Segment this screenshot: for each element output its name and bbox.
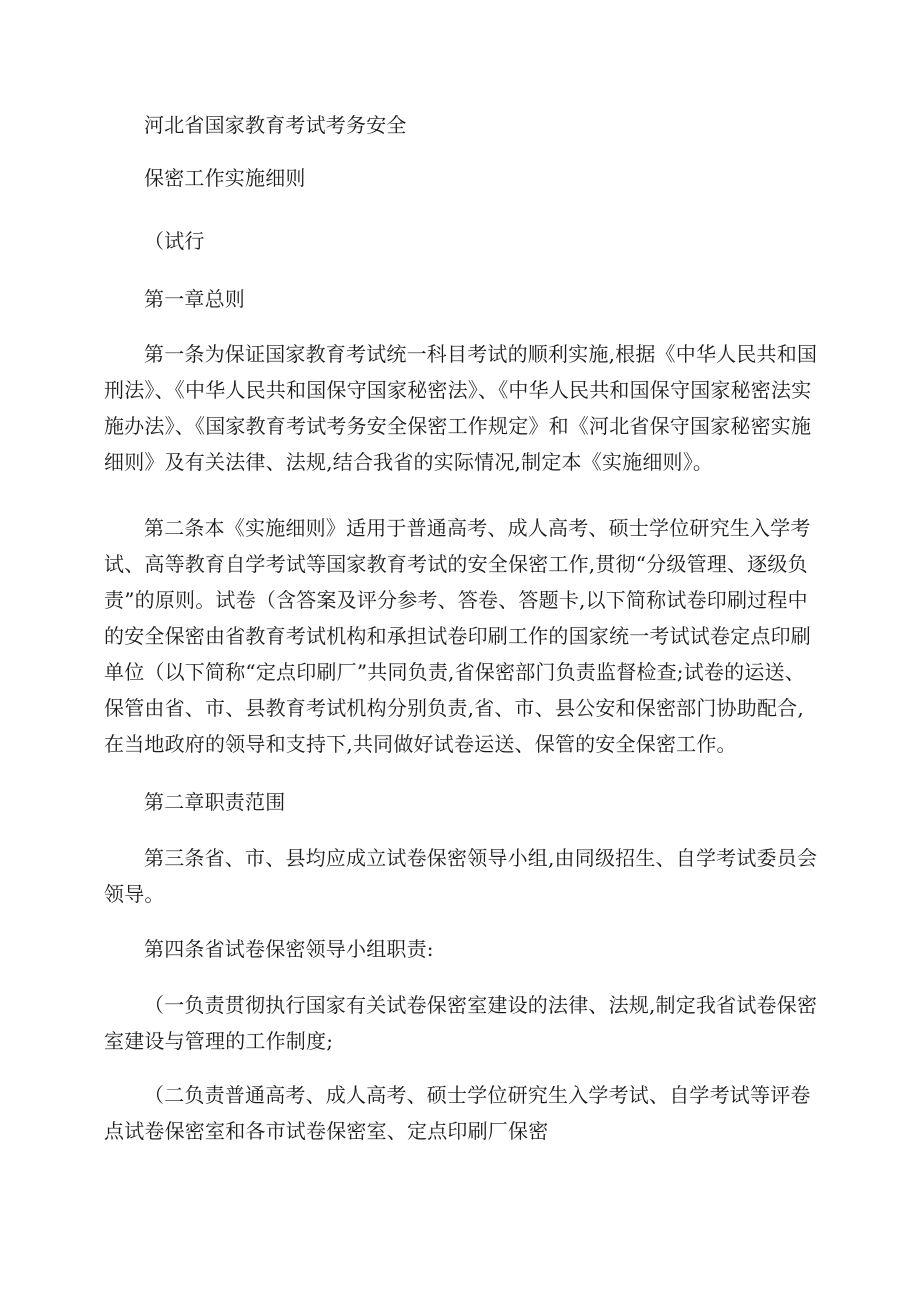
chapter-2-heading: 第二章职责范围 — [144, 790, 286, 814]
article-3: 第三条省、市、县均应成立试卷保密领导小组,由同级招生、自学考试委员会领导。 — [104, 846, 818, 906]
article-4-item-1: （一负责贯彻执行国家有关试卷保密室建设的法律、法规,制定我省试卷保密室建设与管理的工作制度; — [104, 993, 818, 1053]
chapter-1-heading: 第一章总则 — [144, 287, 245, 311]
article-1: 第一条为保证国家教育考试统一科目考试的顺利实施,根据《中华人民共和国刑法》、《中华人民共和国保守国家秘密法》、《中华人民共和国保守国家秘密法实施办法》、《国家教育考试考务安全保密工作规定》和《河北省保守国家秘密实施细则》及有关法律、法规,结合我省的实际情况,制定本《实施细则》。 — [104, 342, 818, 474]
title-line-2: 保密工作实施细则 — [144, 166, 306, 190]
title-line-1: 河北省国家教育考试考务安全 — [144, 113, 407, 137]
article-4-item-2: （二负责普通高考、成人高考、硕士学位研究生入学考试、自学考试等评卷点试卷保密室和各市试卷保密室、定点印刷厂保密 — [104, 1083, 811, 1143]
subtitle-trial: （试行 — [144, 229, 205, 253]
article-2: 第二条本《实施细则》适用于普通高考、成人高考、硕士学位研究生入学考试、高等教育自学考试等国家教育考试的安全保密工作,贯彻“分级管理、逐级负责”的原则。试卷（含答案及评分参考、答卷、答题卡,以下简称试卷印刷过程中的安全保密由省教育考试机构和承担试卷印刷工作的国家统一考试试卷定点印刷单位（以下简称“定点印刷厂”共同负责,省保密部门负责监督检查;试卷的运送、保管由省、市、县教育考试机构分别负责,省、市、县公安和保密部门协助配合,在当地政府的领导和支持下,共同做好试卷运送、保管的安全保密工作。 — [104, 516, 811, 756]
article-4: 第四条省试卷保密领导小组职责: — [144, 937, 434, 961]
